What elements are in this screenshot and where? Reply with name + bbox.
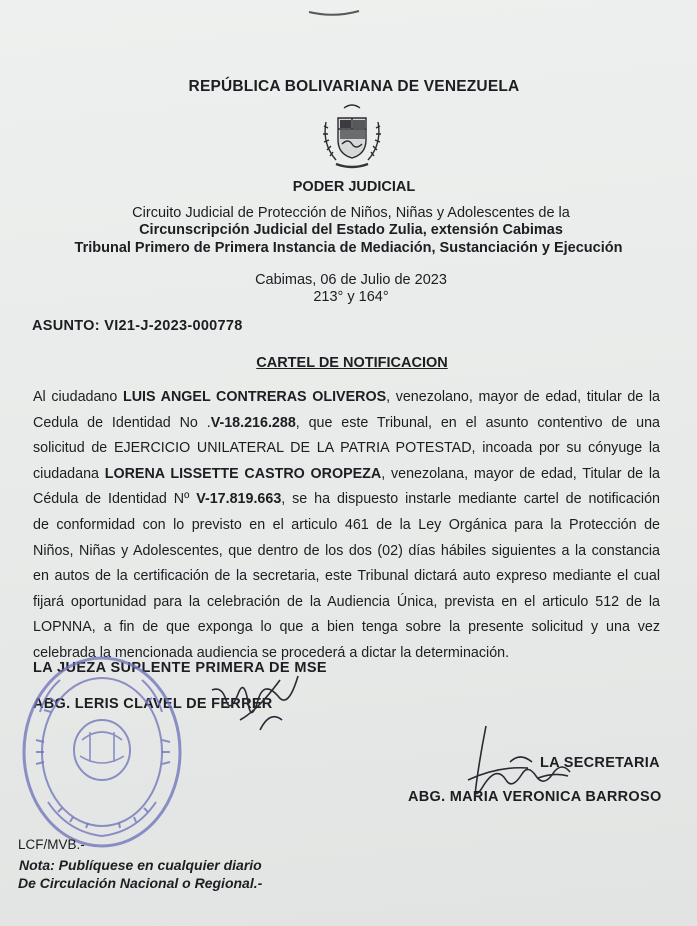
publication-note-line-2: De Circulación Nacional o Regional.- (18, 875, 263, 891)
body-text: , se ha dispuesto instarle mediante cartel de notificación (281, 491, 660, 508)
body-line: de conformidad con lo previsto en el articulo 461 de la Ley Orgánica para la Protección de (33, 516, 660, 533)
body-text: , venezolana, mayor de edad, Titular de la (381, 465, 661, 482)
body-text: ciudadana (33, 465, 105, 482)
body-text: Cedula de Identidad No . (33, 414, 211, 431)
body-line (33, 462, 660, 488)
spouse-name: LORENA LISSETTE CASTRO OROPEZA (104, 465, 382, 482)
body-line: fijará oportunidad para la celebración de la Audiencia Única, prevista en el articulo 512 de la (33, 593, 660, 610)
body-text: , que este Tribunal, en el asunto contentivo de una (295, 414, 660, 431)
body-line (33, 487, 660, 513)
top-edge-mark (306, 6, 362, 18)
publication-note-line-1: Nota: Publíquese en cualquier diario (19, 857, 262, 873)
court-seal-stamp (10, 652, 188, 858)
body-line: en autos de la certificación de la secretaria, este Tribunal dictará auto expreso mediante el cual (33, 568, 660, 585)
document-title: CARTEL DE NOTIFICACION (256, 355, 448, 371)
body-line: solicitud de EJERCICIO UNILATERAL DE LA PATRIA POTESTAD, incoada por su cónyuge la (33, 440, 660, 457)
body-text: Al ciudadano (33, 389, 123, 405)
spouse-id: V-17.819.663 (196, 491, 282, 508)
judge-signature (200, 660, 310, 740)
body-text: , venezolano, mayor de edad, titular de la (386, 389, 660, 405)
body-line: celebrada la mencionada audiencia se procederá a dictar la determinación. (33, 644, 510, 661)
secretary-name: ABG. MARIA VERONICA BARROSO (408, 789, 662, 805)
citizen-name: LUIS ANGEL CONTRERAS OLIVEROS (122, 389, 387, 405)
circuit-line-2: Circunscripción Judicial del Estado Zulia, extensión Cabimas (139, 222, 563, 238)
judge-name: ABG. LERIS CLAVEL DE FERRER (33, 696, 273, 712)
tribunal-line: Tribunal Primero de Primera Instancia de Mediación, Sustanciación y Ejecución (74, 240, 623, 256)
judge-title: LA JUEZA SUPLENTE PRIMERA DE MSE (33, 660, 327, 676)
notice-body (33, 385, 660, 667)
secretary-title: LA SECRETARIA (540, 755, 660, 771)
judicial-power-heading: PODER JUDICIAL (292, 179, 416, 195)
body-text: Cédula de Identidad Nº (33, 491, 197, 508)
initials-reference: LCF/MVB.- (18, 837, 85, 852)
citizen-id: V-18.216.288 (210, 414, 296, 431)
body-line: Niños, Niñas y Adolescentes, que dentro de los dos (02) días hábiles siguientes a la constancia (33, 542, 660, 559)
case-number: ASUNTO: VI21-J-2023-000778 (32, 318, 243, 334)
coat-of-arms-icon (318, 100, 386, 172)
body-line: LOPNNA, a fin de que exponga lo que a bien tenga sobre la presente solicitud y una vez (33, 619, 660, 636)
body-line (33, 385, 660, 411)
circuit-line-1: Circuito Judicial de Protección de Niños, Niñas y Adolescentes de la (132, 205, 570, 221)
document-date: Cabimas, 06 de Julio de 2023 (255, 272, 447, 288)
republic-heading: REPÚBLICA BOLIVARIANA DE VENEZUELA (188, 78, 520, 95)
years-line: 213° y 164° (313, 289, 389, 305)
body-line (33, 411, 660, 437)
